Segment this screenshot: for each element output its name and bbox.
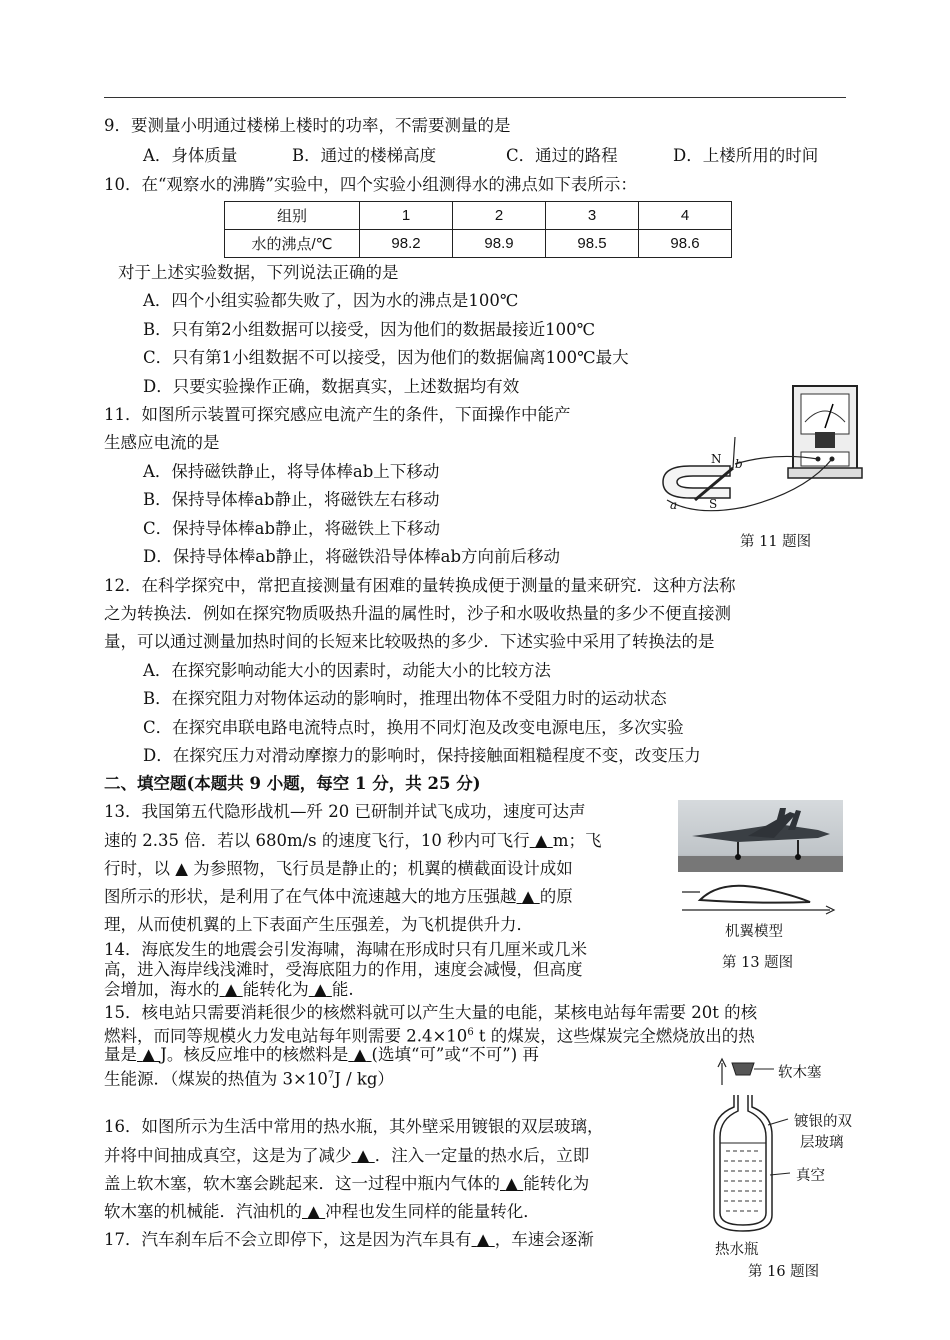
q10-option-c: C．只有第1小组数据不可以接受，因为他们的数据偏离100℃最大 <box>143 348 629 367</box>
q16-text: 盖上软木塞，软木塞会跳起来．这一过程中瓶内气体的 <box>104 1174 500 1193</box>
q16-text: 并将中间抽成真空，这是为了减少 <box>104 1146 352 1165</box>
q10-stem: 10．在“观察水的沸腾”实验中，四个实验小组测得水的沸点如下表所示： <box>104 175 637 194</box>
q13-text: 行时，以 <box>104 859 170 878</box>
answer-blank: ▲ <box>353 1045 367 1064</box>
fig11-label-a: a <box>670 498 678 512</box>
table-cell: 组别 <box>225 202 360 230</box>
table-row <box>225 230 732 258</box>
q13-text: 的原 <box>539 887 573 906</box>
q17-text: ，车速会逐渐 <box>494 1230 594 1249</box>
answer-blank: ▲ <box>534 831 548 850</box>
q12-line3: 量，可以通过测量加热时间的长短来比较吸热的多少．下述实验中采用了转换法的是 <box>104 632 715 651</box>
q13-line4 <box>104 886 573 908</box>
thermos-label: 热水瓶 <box>715 1242 759 1258</box>
answer-blank: ▲ <box>476 1230 490 1249</box>
fig11-caption: 第 11 题图 <box>740 534 812 550</box>
q10-option-b: B．只有第2小组数据可以接受，因为他们的数据最接近100℃ <box>143 320 596 339</box>
wing-model-label: 机翼模型 <box>725 924 783 940</box>
q15-text: 燃料，而同等规模火力发电站每年则需要 2.4×10 <box>104 1026 468 1046</box>
table-cell: 水的沸点/℃ <box>225 230 360 258</box>
q13-line1: 13．我国第五代隐形战机—歼 20 已研制并试飞成功，速度可达声 <box>104 802 586 821</box>
q14-line3 <box>104 980 354 1000</box>
q11-option-a: A．保持磁铁静止，将导体棒ab上下移动 <box>143 462 440 481</box>
q9-option-a: A．身体质量 <box>143 146 238 165</box>
answer-blank: ▲ <box>521 887 535 906</box>
q16-text: 能转化为 <box>523 1174 590 1193</box>
q17-text: 17．汽车刹车后不会立即停下，这是因为汽车具有 <box>104 1230 472 1249</box>
table-cell: 98.2 <box>360 230 453 258</box>
q10-option-d: D．只要实验操作正确，数据真实，上述数据均有效 <box>143 377 520 396</box>
q16-text: 软木塞的机械能．汽油机的 <box>104 1202 302 1221</box>
induction-apparatus-figure <box>655 382 870 522</box>
q12-option-c: C．在探究串联电路电流特点时，换用不同灯泡及改变电源电压，多次实验 <box>143 718 684 737</box>
q13-text: m；飞 <box>552 831 602 850</box>
q13-line5: 理，从而使机翼的上下表面产生压强差，为飞机提供升力． <box>104 915 533 934</box>
boiling-point-table <box>224 201 732 258</box>
table-cell: 98.5 <box>546 230 639 258</box>
q9-option-c: C．通过的路程 <box>506 146 618 165</box>
answer-blank: ▲ <box>307 1202 320 1221</box>
q10-prompt: 对于上述实验数据，下列说法正确的是 <box>118 263 399 282</box>
q16-line3 <box>104 1173 589 1195</box>
q12-option-b: B．在探究阻力对物体运动的影响时，推理出物体不受阻力时的运动状态 <box>143 689 667 708</box>
fighter-jet-photo <box>678 800 843 872</box>
q13-line2 <box>104 830 601 852</box>
section-2-heading: 二、填空题(本题共 9 小题，每空 1 分，共 25 分) <box>104 774 481 793</box>
answer-blank: ▲ <box>175 859 188 878</box>
q15-text: 量是 <box>104 1045 137 1064</box>
q11-stem-line1: 11．如图所示装置可探究感应电流产生的条件，下面操作中能产 <box>104 405 571 424</box>
q14-line1: 14．海底发生的地震会引发海啸，海啸在形成时只有几厘米或几米 <box>104 940 587 959</box>
fig11-label-b: b <box>735 457 743 471</box>
table-cell: 98.9 <box>453 230 546 258</box>
q9-stem: 9．要测量小明通过楼梯上楼时的功率，不需要测量的是 <box>104 116 511 135</box>
q13-line3 <box>104 858 573 880</box>
q15-text: J / kg） <box>334 1069 394 1089</box>
q15-text: J。核反应堆中的核燃料是 <box>160 1045 349 1064</box>
q15-line4 <box>104 1066 394 1090</box>
q15-text: (选填“可”或“不可”) 再 <box>371 1045 539 1064</box>
vacuum-label: 真空 <box>796 1168 825 1184</box>
fig11-label-n: N <box>711 452 722 466</box>
q13-text: 速的 2.35 倍．若以 680m/s 的速度飞行，10 秒内可飞行 <box>104 831 530 850</box>
fig11-label-s: S <box>709 497 718 511</box>
table-cell: 2 <box>453 202 546 230</box>
fig16-caption: 第 16 题图 <box>748 1264 820 1280</box>
q9-option-b: B．通过的楼梯高度 <box>292 146 437 165</box>
q17-line1 <box>104 1229 594 1251</box>
table-row <box>225 202 732 230</box>
q16-line4 <box>104 1201 540 1223</box>
q12-line2: 之为转换法．例如在探究物质吸热升温的属性时，沙子和水吸收热量的多少不便直接测 <box>104 604 731 623</box>
q13-text: 图所示的形状，是利用了在气体中流速越大的地方压强越 <box>104 887 517 906</box>
silvered-glass-label-1: 镀银的双 <box>794 1114 852 1130</box>
q15-line1: 15．核电站只需要消耗很少的核燃料就可以产生大量的电能，某核电站每年需要 20t 的核 <box>104 1003 758 1022</box>
answer-blank: ▲ <box>224 980 238 999</box>
thermos-bottle-figure <box>700 1055 780 1245</box>
exponent: 7 <box>327 1070 335 1081</box>
q12-option-d: D．在探究压力对滑动摩擦力的影响时，保持接触面粗糙程度不变，改变压力 <box>143 746 701 765</box>
q11-option-c: C．保持导体棒ab静止，将磁铁上下移动 <box>143 519 441 538</box>
table-cell: 3 <box>546 202 639 230</box>
q11-option-b: B．保持导体棒ab静止，将磁铁左右移动 <box>143 490 440 509</box>
q11-option-d: D．保持导体棒ab静止，将磁铁沿导体棒ab方向前后移动 <box>143 547 561 566</box>
q13-text: 为参照物，飞行员是静止的；机翼的横截面设计成如 <box>193 859 573 878</box>
q16-text: 冲程也发生同样的能量转化． <box>325 1202 540 1221</box>
table-cell: 98.6 <box>639 230 732 258</box>
q10-option-a: A．四个小组实验都失败了，因为水的沸点是100℃ <box>143 291 519 310</box>
exponent: 6 <box>467 1027 474 1038</box>
q15-line2 <box>104 1023 755 1047</box>
q15-line3 <box>104 1045 539 1065</box>
q16-text: ．注入一定量的热水后，立即 <box>374 1146 590 1165</box>
wing-cross-section <box>680 880 840 925</box>
answer-blank: ▲ <box>313 980 327 999</box>
q12-line1: 12．在科学探究中，常把直接测量有困难的量转换成便于测量的量来研究．这种方法称 <box>104 576 736 595</box>
table-cell: 1 <box>360 202 453 230</box>
answer-blank: ▲ <box>142 1045 155 1064</box>
q14-line2: 高，进入海岸线浅滩时，受海底阻力的作用，速度会减慢，但高度 <box>104 960 583 979</box>
q14-text: 能. <box>331 980 354 999</box>
q16-line1: 16．如图所示为生活中常用的热水瓶，其外壁采用镀银的双层玻璃， <box>104 1117 604 1136</box>
q14-text: 会增加，海水的 <box>104 980 220 999</box>
answer-blank: ▲ <box>356 1146 370 1165</box>
cork-label: 软木塞 <box>778 1065 822 1081</box>
q15-text: 生能源．（煤炭的热值为 3×10 <box>104 1069 328 1089</box>
fig13-caption: 第 13 题图 <box>722 955 794 971</box>
answer-blank: ▲ <box>505 1174 518 1193</box>
q14-text: 能转化为 <box>242 980 309 999</box>
q9-option-d: D．上楼所用的时间 <box>673 146 819 165</box>
q15-text: t 的煤炭，这些煤炭完全燃烧放出的热 <box>473 1026 755 1046</box>
top-rule <box>104 97 846 98</box>
table-cell: 4 <box>639 202 732 230</box>
q16-line2 <box>104 1145 589 1167</box>
silvered-glass-label-2: 层玻璃 <box>800 1135 844 1151</box>
q12-option-a: A．在探究影响动能大小的因素时，动能大小的比较方法 <box>143 661 551 680</box>
q11-stem-line2: 生感应电流的是 <box>104 433 220 452</box>
